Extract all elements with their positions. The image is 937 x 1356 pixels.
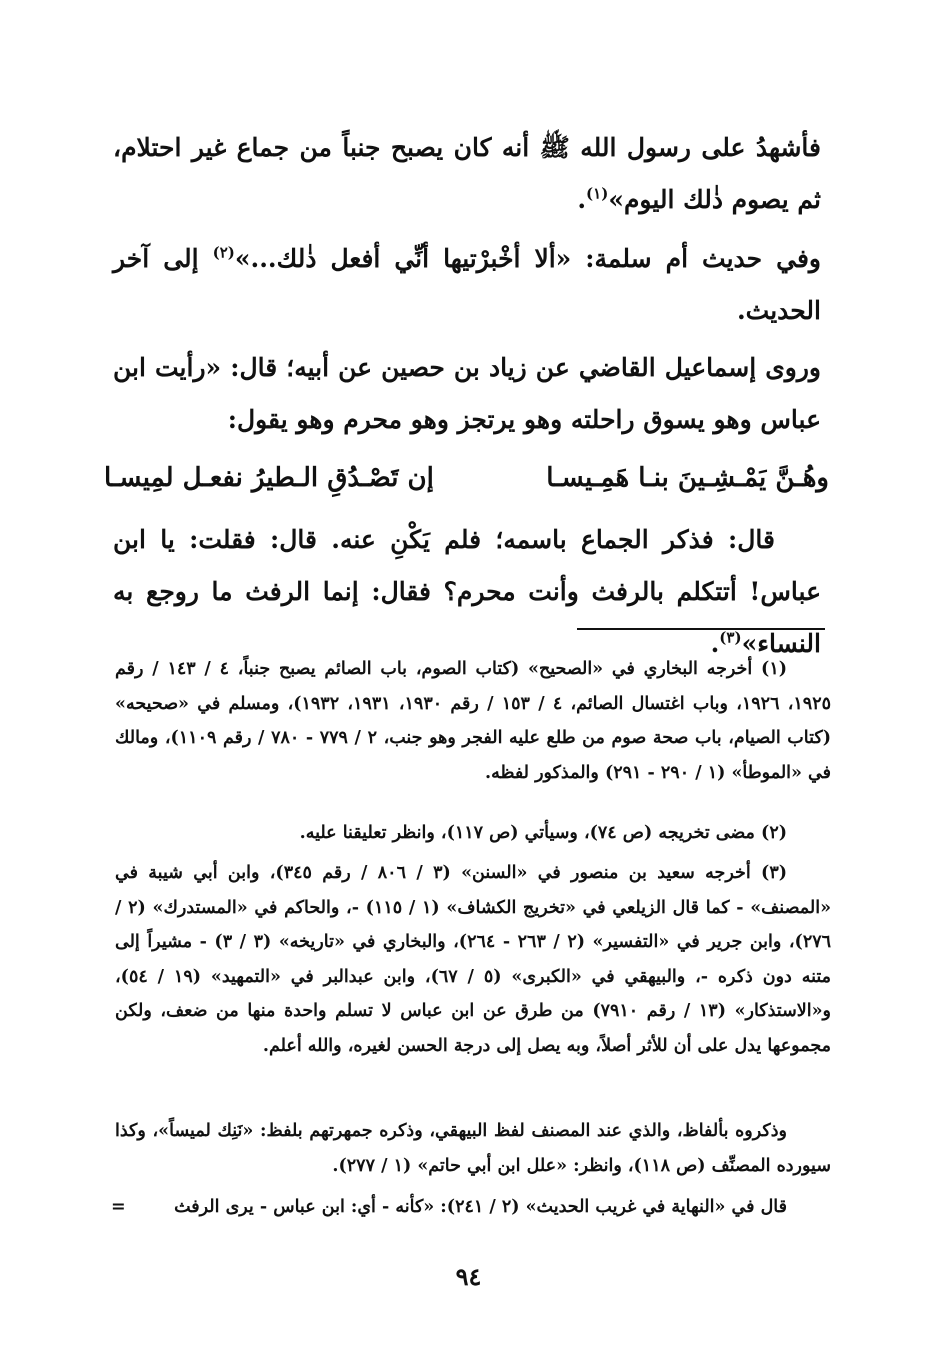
footnote-ref-1[interactable]: (١): [586, 184, 609, 203]
footnote-3-final-line: [111, 1190, 831, 1225]
poem-verse: [104, 452, 829, 504]
footnote-ref-3[interactable]: (٣): [719, 628, 742, 647]
footnote-separator: [577, 628, 825, 630]
footnote-3-continued: وذكروه بألفاظ، والذي عند المصنف لفظ البيهقي، وذكره جمهرتهم بلفظ: «نَنِك لميساً»، وكذا سيورده المصنِّف (ص ١١٨)، وانظر: «علل ابن أبي حاتم» (١ / ٢٧٧).: [115, 1121, 831, 1176]
footnote-ref-2[interactable]: (٢): [212, 243, 235, 262]
footnote-1: (١) أخرجه البخاري في «الصحيح» (كتاب الصوم، باب الصائم يصبح جنباً، ٤ / ١٤٣ / رقم ١٩٢٥، ١٩٢٦، وباب اغتسال الصائم، ٤ / ١٥٣ / رقم ١٩٣٠، ١٩٣١، ١٩٣٢)، ومسلم في «صحيحه» (كتاب الصيام، باب صحة صوم من طلع عليه الفجر وهو جنب، ٢ / ٧٧٩ - ٧٨٠ / رقم ١١٠٩)، ومالك في «الموطأ» (١ / ٢٩٠ - ٢٩١) والمذكور لفظه.: [115, 659, 832, 783]
footnote-3-quote-line: قال في «النهاية في غريب الحديث» (٢ / ٢٤١): «كأنه - أي: ابن عباس - يرى الرفث: [174, 1197, 787, 1217]
continuation-mark: =: [111, 1197, 126, 1217]
page-number: ٩٤: [455, 1262, 482, 1291]
footnote-3: (٣) أخرجه سعيد بن منصور في «السنن» (٣ / ٨٠٦ / رقم ٣٤٥)، وابن أبي شيبة في «المصنف» - كما قال الزيلعي في «تخريج الكشاف» (١ / ١١٥) -، والحاكم في «المستدرك» (٢ / ٢٧٦)، وابن جرير في «التفسير» (٢ / ٢٦٣ - ٢٦٤)، والبخاري في «تاريخه» (٣ / ٣) - مشيراً إلى متنه دون ذكره -، والبيهقي في «الكبرى» (٥ / ٦٧)، وابن عبدالبر في «التمهيد» (١٩ / ٥٤)، و«الاستذكار» (١٣ / رقم ٧٩١٠) من طرق عن ابن عباس لا تسلم واحدة منها من ضعف، ولكن مجموعها يدل على أن للأثر أصلاً، وبه يصل إلى درجة الحسن لغيره، والله أعلم.: [115, 863, 832, 1056]
paragraph-4: قال: فذكر الجماع باسمه؛ فلم يَكْنِ عنه. قال: فقلت: يا ابن عباس! أتتكلم بالرفث وأنت محرم؟ فقال: إنما الرفث ما روجع به النساء»$^{(٣)}$.: [113, 525, 821, 658]
paragraph-2: وفي حديث أم سلمة: «ألا أخْبرْتيها أنِّي أفعل ذٰلك...»$^{(٢)}$ إلى آخر الحديث.: [113, 243, 821, 325]
paragraph-3: وروى إسماعيل القاضي عن زياد بن حصين عن أبيه؛ قال: «رأيت ابن عباس وهو يسوق راحلته وهو يرتجز وهو محرم وهو يقول:: [113, 353, 821, 434]
poem-hemistich-1: وهُـنَّ يَمْـشِـينَ بنـا هَمِـيسـا: [546, 463, 829, 493]
paragraph-1: فأشهدُ على رسول الله ﷺ أنه كان يصبح جنباً من جماع غير احتلام، ثم يصوم ذٰلك اليوم»$^{(١)}$.: [113, 133, 821, 214]
poem-hemistich-2: إن تَصْـدُقِ الـطيرُ نفعـل لمِيسـا: [104, 463, 434, 493]
footnote-2: (٢) مضى تخريجه (ص ٧٤)، وسيأتي (ص ١١٧)، وانظر تعليقنا عليه.: [299, 823, 787, 843]
